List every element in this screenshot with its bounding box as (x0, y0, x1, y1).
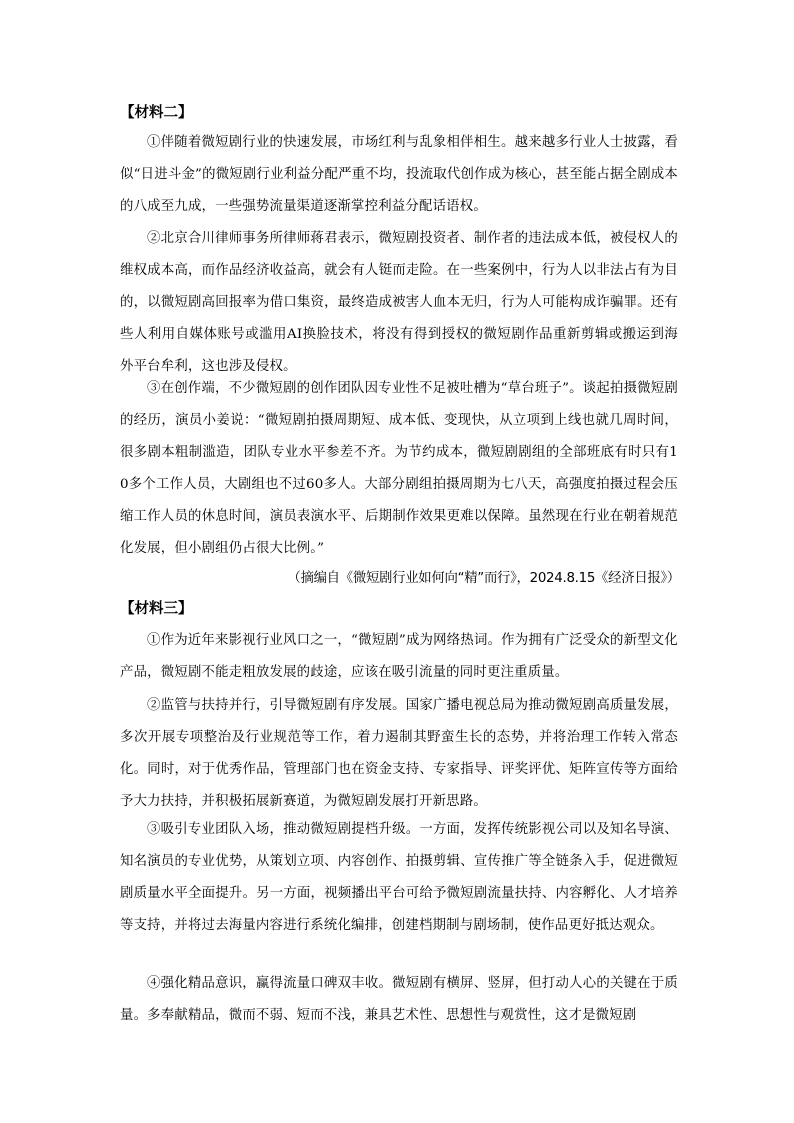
material-three-paragraph-1: ①作为近年来影视行业风口之一，“微短剧”成为网络热词。作为拥有广泛受众的新型文化产品，微短剧不能走粗放发展的歧途，应该在吸引流量的同时更注重质量。 (120, 633, 678, 680)
material-two-heading: 【材料二】 (120, 104, 193, 121)
material-two-source-citation: （摘编自《微短剧行业如何向“精”而行》，2024.8.15《经济日报》） (287, 571, 680, 586)
material-three-heading: 【材料三】 (120, 600, 193, 617)
material-three-paragraph-3: ③吸引专业团队入场，推动微短剧提档升级。一方面，发挥传统影视公司以及知名导演、知名演员的专业优势，从策划立项、内容创作、拍摄剪辑、宣传推广等全链条入手，促进微短剧质量水平全面提升。另一方面，视频播出平台可给予微短剧流量扶持、内容孵化、人才培养等支持，并将过去海量内容进行系统化编排，创建档期制与剧场制，使作品更好抵达观众。 (120, 822, 678, 933)
material-two-paragraph-2: ②北京合川律师事务所律师蒋君表示，微短剧投资者、制作者的违法成本低，被侵权人的维权成本高，而作品经济收益高，就会有人铤而走险。在一些案例中，行为人以非法占有为目的，以微短剧高回报率为借口集资，最终造成被害人血本无归，行为人可能构成诈骗罪。还有些人利用自媒体账号或滥用AI换脸技术，将没有得到授权的微短剧作品重新剪辑或搬运到海外平台牟利，这也涉及侵权。 (120, 231, 678, 374)
material-two-paragraph-1: ①伴随着微短剧行业的快速发展，市场红利与乱象相伴相生。越来越多行业人士披露，看似“日进斗金”的微短剧行业利益分配严重不均，投流取代创作成为核心，甚至能占据全剧成本的八成至九成，一些强势流量渠道逐渐掌控利益分配话语权。 (120, 135, 678, 214)
material-three-paragraph-4: ④强化精品意识，赢得流量口碑双丰收。微短剧有横屏、竖屏，但打动人心的关键在于质量。多奉献精品，微而不弱、短而不浅，兼具艺术性、思想性与观赏性，这才是微短剧 (120, 976, 678, 1023)
material-two-paragraph-3: ③在创作端，不少微短剧的创作团队因专业性不足被吐槽为“草台班子”。谈起拍摄微短剧的经历，演员小姜说：“微短剧拍摄周期短、成本低、变现快，从立项到上线也就几周时间，很多剧本粗制滥造，团队专业水平参差不齐。为节约成本，微短剧剧组的全部班底有时只有10多个工作人员，大剧组也不过60多人。大部分剧组拍摄周期为七八天，高强度拍摄过程会压缩工作人员的休息时间，演员表演水平、后期制作效果更难以保障。虽然现在行业在朝着规范化发展，但小剧组仍占很大比例。” (120, 381, 678, 556)
document-page (120, 0, 680, 1123)
material-three-paragraph-2: ②监管与扶持并行，引导微短剧有序发展。国家广播电视总局为推动微短剧高质量发展，多次开展专项整治及行业规范等工作，着力遏制其野蛮生长的态势，并将治理工作转入常态化。同时，对于优秀作品，管理部门也在资金支持、专家指导、评奖评优、矩阵宣传等方面给予大力扶持，并积极拓展新赛道，为微短剧发展打开新思路。 (120, 698, 678, 809)
